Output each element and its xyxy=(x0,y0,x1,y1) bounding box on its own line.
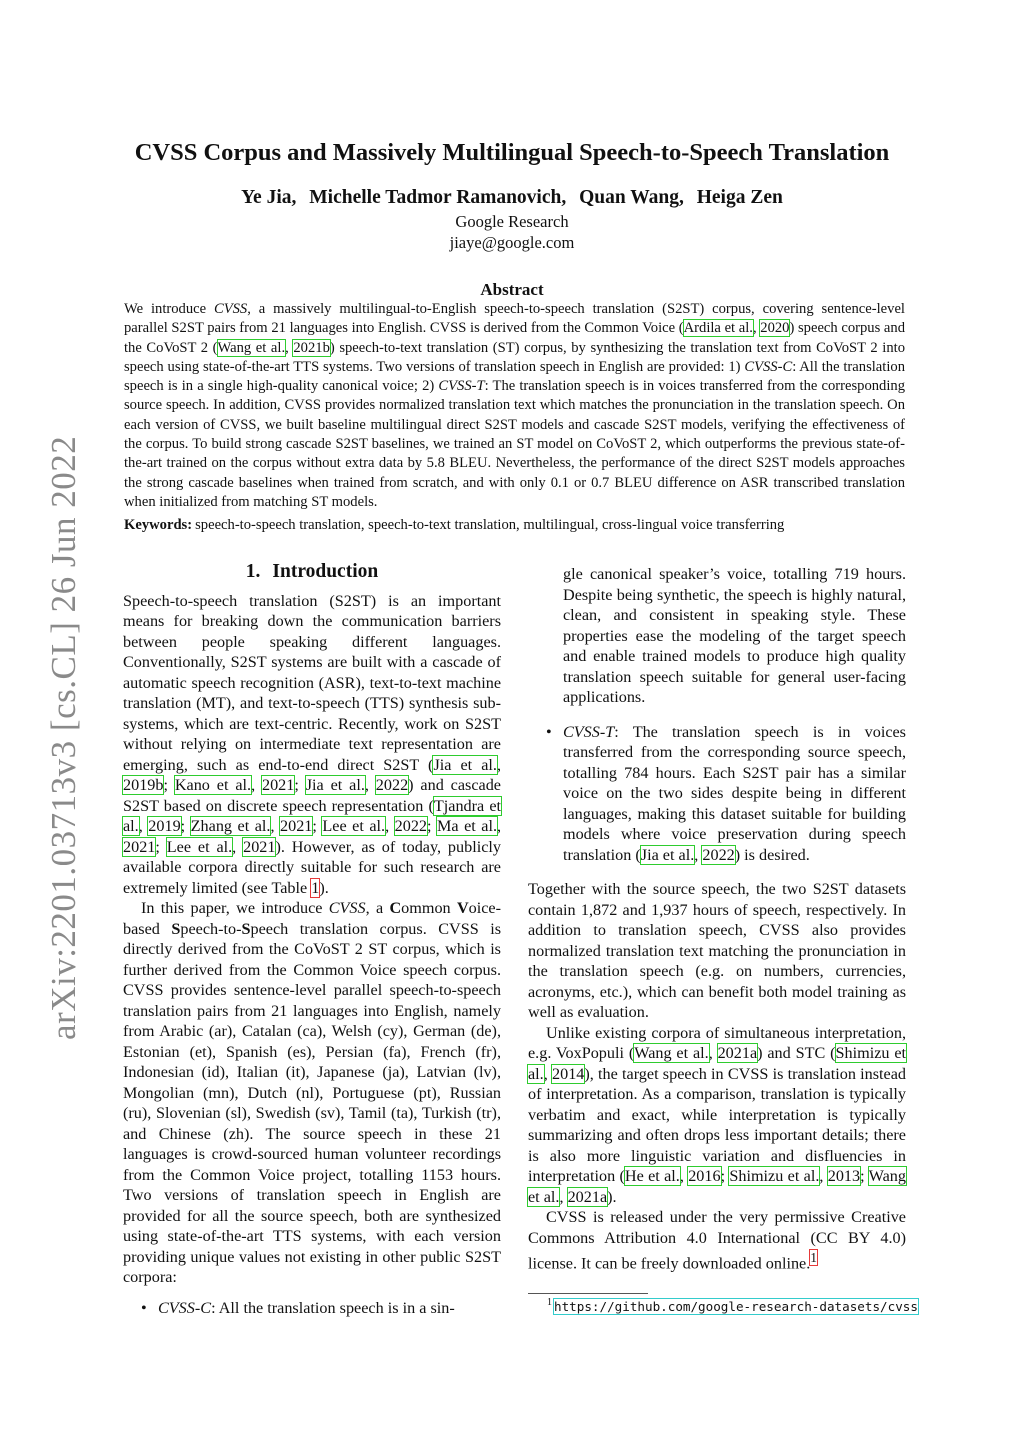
intro-paragraph-3: Together with the source speech, the two S2ST datasets contain 1,872 and 1,937 hours of speech, respectively. In addition to translation speech, CVSS also provides normalized translation text matching the pronunciation in the translation speech (e.g. on numbers, currencies, acronyms, etc.), which can benefit both model training as well as evaluation. xyxy=(528,880,906,1021)
footnote-url-link[interactable]: https://github.com/google-research-datasets/cvss xyxy=(554,1298,918,1314)
list-item: • CVSS-T: The translation speech is in voices transferred from the corresponding source speech, totalling 784 hours. Each S2ST pair has a similar voice on the two sides despite being in different languages, making this dataset suitable for building models where voice preservation during speech translation (Jia et al., 2022) is desired. xyxy=(546,722,906,864)
right-column xyxy=(528,564,906,1274)
citation-link[interactable]: 2014 xyxy=(552,1064,585,1083)
keywords-label: Keywords: xyxy=(124,517,193,533)
bullet-icon: • xyxy=(141,1298,147,1317)
citation-link[interactable]: Jia et al. xyxy=(305,776,365,794)
author-name: Heiga Zen xyxy=(696,187,783,208)
citation-link[interactable]: 2021b xyxy=(293,339,330,356)
bullet-list xyxy=(528,722,906,866)
citation-link[interactable]: 2021 xyxy=(261,776,295,794)
footnote-mark: 1 xyxy=(547,1297,552,1308)
citation-link[interactable]: 2021 xyxy=(123,837,156,856)
intro-paragraph-1: Speech-to-speech translation (S2ST) is an important means for breaking down the communication barriers between people speaking different languages. Conventionally, S2ST systems are built with a cascade of automatic speech recognition (ASR), text-to-text machine translation (MT), and text-to-speech (TTS) synthesis sub-systems, which are text-centric. Recently, work on S2ST without relying on intermediate text representation are emerging, such as end-to-end direct S2ST (Jia et al., 2019b; Kano et al., 2021; Jia et al., 2022) and cascade S2ST based on discrete speech representation (Tjandra et al., 2019; Zhang et al., 2021; Lee et al., 2022; Ma et al., 2021; Lee et al., 2021). However, as of today, publicly available corpora directly suitable for such research are extremely limited (see Table 1). xyxy=(123,591,502,897)
citation-link[interactable]: Jia et al. xyxy=(433,755,497,774)
citation-link[interactable]: Lee et al. xyxy=(322,817,386,835)
citation-link[interactable]: Shimizu et al. xyxy=(729,1167,820,1185)
citation-link[interactable]: 2019b xyxy=(123,776,164,794)
arxiv-identifier: arXiv:2201.03713v3 [cs.CL] 26 Jun 2022 xyxy=(44,435,83,1040)
citation-link[interactable]: 2021 xyxy=(280,817,313,835)
intro-paragraph-4: Unlike existing corpora of simultaneous interpretation, e.g. VoxPopuli (Wang et al., 2021a) and STC (Shimizu et al., 2014), the target speech in CVSS is translation instead of interpretation. As a comparison, translation is typically verbatim and exact, while interpretation is typically summarizing and often drops less important details; there is also more linguistic variation and disfluencies in interpretation (He et al., 2016; Shimizu et al., 2013; Wang et al., 2021a). xyxy=(528,1023,907,1206)
abstract-heading: Abstract xyxy=(480,280,544,299)
citation-link[interactable]: Zhang et al. xyxy=(190,817,271,835)
citation-link[interactable]: Kano et al. xyxy=(174,776,252,794)
keywords-text: speech-to-speech translation, speech-to-text translation, multilingual, cross-lingual voice transferring xyxy=(195,517,785,533)
bullet-list xyxy=(123,1298,501,1319)
citation-link[interactable]: 2013 xyxy=(827,1167,861,1185)
author-name: Ye Jia, xyxy=(241,187,297,208)
citation-link[interactable]: Ma et al. xyxy=(437,817,497,835)
citation-link[interactable]: Jia et al. xyxy=(640,845,695,864)
citation-link[interactable]: 2021 xyxy=(243,837,276,856)
citation-link[interactable]: He et al. xyxy=(624,1167,680,1185)
section-heading: 1. Introduction xyxy=(245,561,379,582)
citation-link[interactable]: Ardila et al. xyxy=(683,320,753,337)
citation-link[interactable]: 2016 xyxy=(688,1167,721,1185)
table-reference-link[interactable]: 1 xyxy=(311,878,320,897)
citation-link[interactable]: Wang et al. xyxy=(528,1167,906,1206)
citation-link[interactable]: Shimizu et al. xyxy=(528,1044,907,1083)
intro-paragraph-5: CVSS is released under the very permissive Creative Commons Attribution 4.0 International (CC BY 4.0) license. It can be freely downloaded online.$^1$ xyxy=(528,1208,906,1273)
citation-link[interactable]: 2021a xyxy=(717,1044,758,1062)
bullet-icon: • xyxy=(546,722,552,741)
list-item: • CVSS-C: All the translation speech is in a sin- xyxy=(141,1298,455,1317)
abstract-body: We introduce CVSS, a massively multilingual-to-English speech-to-speech translation (S2ST) corpus, covering sentence-level parallel S2ST pairs from 21 languages into English. CVSS is derived from the Common Voice (Ardila et al., 2020) speech corpus and the CoVoST 2 (Wang et al., 2021b) speech-to-text translation (ST) corpus, by synthesizing the translation text from CoVoST 2 into speech using state-of-the-art TTS systems. Two versions of translation speech in English are provided: 1) CVSS-C: All the translation speech is in a single high-quality canonical voice; 2) CVSS-T: The translation speech is in voices transferred from the corresponding source speech. In addition, CVSS provides normalized translation text which matches the pronunciation in the translation speech. On each version of CVSS, we built baseline multilingual direct S2ST models and cascade S2ST models, verifying the effectiveness of the corpus. To build strong cascade S2ST baselines, we trained an ST model on CoVoST 2, which outperforms the previous state-of-the-art trained on the corpus without extra data by 5.8 BLEU. Nevertheless, the performance of the direct S2ST models approaches the strong cascade baselines when trained from scratch, and with only 0.1 or 0.7 BLEU difference on ASR transcribed translation when initialized from matching ST models. xyxy=(124,301,906,510)
citation-link[interactable]: Tjandra et al. xyxy=(123,796,502,835)
list-item-continuation: gle canonical speaker’s voice, totalling 719 hours. Despite being synthetic, the speech is highly natural, clean, and consistent in speaking style. These properties ease the modeling of the target speech and enable trained models to produce high quality translation speech suitable for general user-facing applications. xyxy=(563,565,906,706)
paper-title: CVSS Corpus and Massively Multilingual Speech-to-Speech Translation xyxy=(134,139,890,166)
footnote-reference-link[interactable]: 1 xyxy=(810,1250,818,1265)
citation-link[interactable]: 2020 xyxy=(760,320,790,337)
footnote-divider xyxy=(528,1293,648,1294)
author-name: Michelle Tadmor Ramanovich, xyxy=(309,187,567,208)
affiliation: Google Research xyxy=(455,212,569,231)
footnote xyxy=(547,1297,918,1316)
citation-link[interactable]: Wang et al. xyxy=(634,1044,709,1062)
author-list xyxy=(0,187,1024,209)
citation-link[interactable]: 2022 xyxy=(375,776,409,794)
intro-paragraph-2: In this paper, we introduce CVSS, a Common Voice-based Speech-to-Speech translation corpus. CVSS is directly derived from the CoVoST 2 ST corpus, which is further derived from the Common Voice speech corpus. CVSS provides sentence-level parallel speech-to-speech translation pairs from 21 languages into English, namely from Arabic (ar), Catalan (ca), Welsh (cy), German (de), Estonian (et), Spanish (es), Persian (fa), French (fr), Indonesian (id), Italian (it), Japanese (ja), Latvian (lv), Mongolian (mn), Dutch (nl), Portuguese (pt), Russian (ru), Slovenian (sl), Swedish (sv), Tamil (ta), Turkish (tr), and Chinese (zh). The source speech in these 21 languages is crowd-sourced human volunteer recordings from the Common Voice project, totalling 1153 hours. Two versions of translation speech in English are provided for all the source speech, both are synthesized using state-of-the-art TTS systems, with each version providing unique values not existing in other public S2ST corpora: xyxy=(123,899,502,1286)
left-column xyxy=(123,562,501,1332)
keywords xyxy=(124,516,905,535)
citation-link[interactable]: 2021a xyxy=(567,1187,608,1206)
citation-link[interactable]: Lee et al. xyxy=(166,837,233,856)
citation-link[interactable]: 2022 xyxy=(702,845,735,864)
citation-link[interactable]: 2022 xyxy=(394,817,427,835)
citation-link[interactable]: 2019 xyxy=(148,817,181,835)
citation-link[interactable]: Wang et al. xyxy=(217,339,286,356)
author-name: Quan Wang, xyxy=(579,187,684,208)
author-email: jiaye@google.com xyxy=(449,233,575,252)
